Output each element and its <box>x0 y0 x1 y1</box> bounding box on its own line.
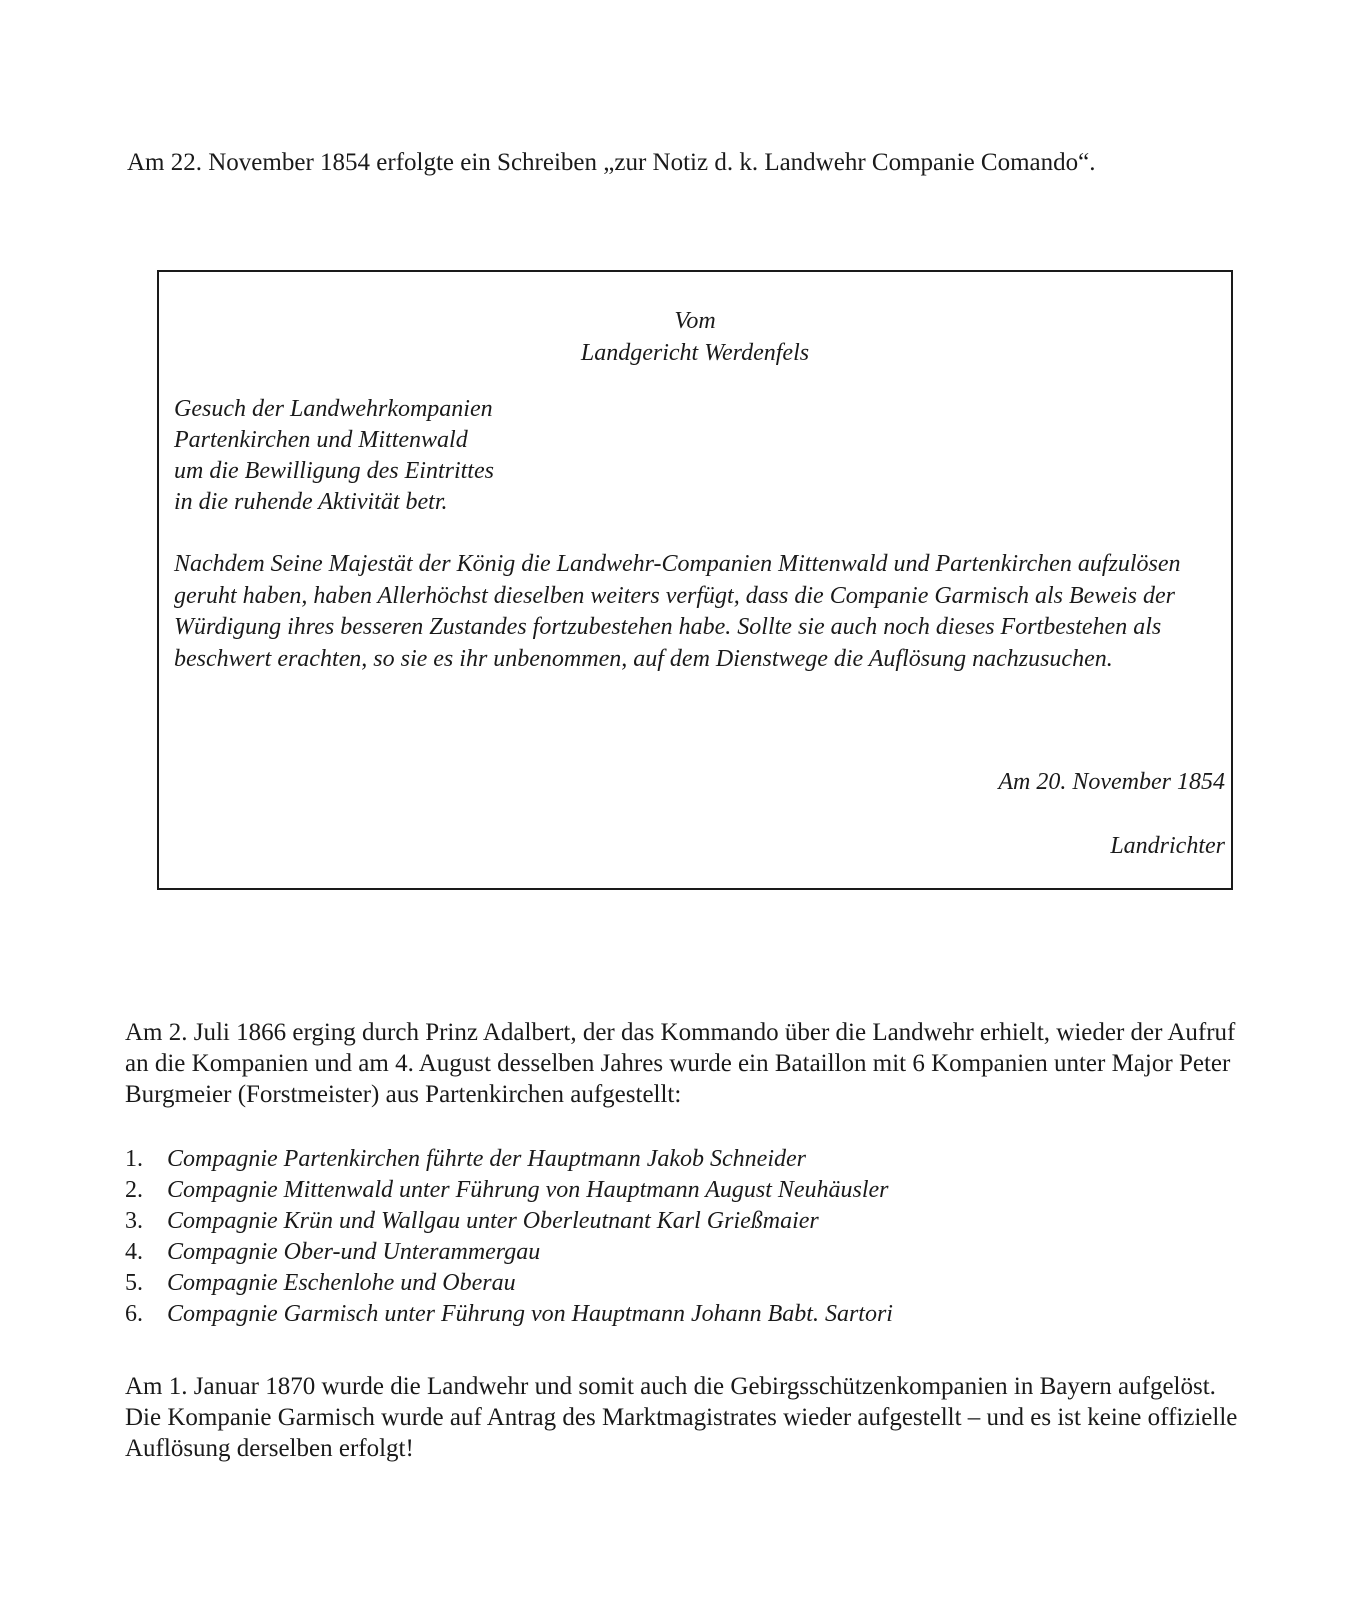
list-number: 4. <box>125 1239 143 1265</box>
list-number: 2. <box>125 1177 143 1203</box>
letter-signature: Landrichter <box>1110 833 1225 859</box>
list-text: Compagnie Mittenwald unter Führung von Hauptmann August Neuhäusler <box>167 1177 889 1203</box>
list-item <box>125 1144 893 1175</box>
letter-subject-line: Partenkirchen und Mittenwald <box>174 427 468 453</box>
list-item <box>125 1237 893 1268</box>
letter-subject <box>174 394 494 518</box>
list-number: 1. <box>125 1146 143 1172</box>
paragraph-1870: Am 1. Januar 1870 wurde die Landwehr und somit auch die Gebirgsschützenkompanien in Bayern aufgelöst. Die Kompanie Garmisch wurde auf Antrag des Marktmagistrates wieder aufgestellt – und es ist keine offizielle Auflösung derselben erfolgt! <box>125 1373 1238 1462</box>
list-item <box>125 1206 893 1237</box>
quoted-letter-box <box>157 270 1233 890</box>
letter-date: Am 20. November 1854 <box>998 769 1225 795</box>
list-text: Compagnie Ober-und Unterammergau <box>167 1239 541 1265</box>
list-item <box>125 1268 893 1299</box>
list-text: Compagnie Krün und Wallgau unter Oberleutnant Karl Grießmaier <box>167 1208 819 1234</box>
letter-body: Nachdem Seine Majestät der König die Landwehr-Companien Mittenwald und Partenkirchen aufzulösen geruht haben, haben Allerhöchst dieselben weiters verfügt, dass die Companie Garmisch als Beweis der Würdigung ihres besseren Zustandes fortzubestehen habe. Sollte sie auch noch dieses Fortbestehen als beschwert erachten, so sie es ihr unbenommen, auf dem Dienstwege die Auflösung nachzusuchen. <box>174 551 1181 672</box>
letter-heading-authority: Landgericht Werdenfels <box>580 340 810 366</box>
intro-paragraph: Am 22. November 1854 erfolgte ein Schreiben „zur Notiz d. k. Landwehr Companie Comando“. <box>127 149 1096 176</box>
list-number: 3. <box>125 1208 143 1234</box>
list-number: 6. <box>125 1301 143 1327</box>
letter-heading <box>159 305 1231 369</box>
list-text: Compagnie Garmisch unter Führung von Hauptmann Johann Babt. Sartori <box>167 1301 893 1327</box>
letter-subject-line: Gesuch der Landwehrkompanien <box>174 396 493 422</box>
list-item <box>125 1299 893 1330</box>
list-item <box>125 1175 893 1206</box>
letter-heading-from: Vom <box>674 308 716 334</box>
letter-subject-line: in die ruhende Aktivität betr. <box>174 489 448 515</box>
list-text: Compagnie Eschenlohe und Oberau <box>167 1270 516 1296</box>
list-number: 5. <box>125 1270 143 1296</box>
letter-subject-line: um die Bewilligung des Eintrittes <box>174 458 494 484</box>
list-text: Compagnie Partenkirchen führte der Hauptmann Jakob Schneider <box>167 1146 806 1172</box>
company-list <box>125 1144 893 1330</box>
paragraph-1866: Am 2. Juli 1866 erging durch Prinz Adalbert, der das Kommando über die Landwehr erhielt, wieder der Aufruf an die Kompanien und am 4. August desselben Jahres wurde ein Bataillon mit 6 Kompanien unter Major Peter Burgmeier (Forstmeister) aus Partenkirchen aufgestellt: <box>125 1019 1236 1108</box>
